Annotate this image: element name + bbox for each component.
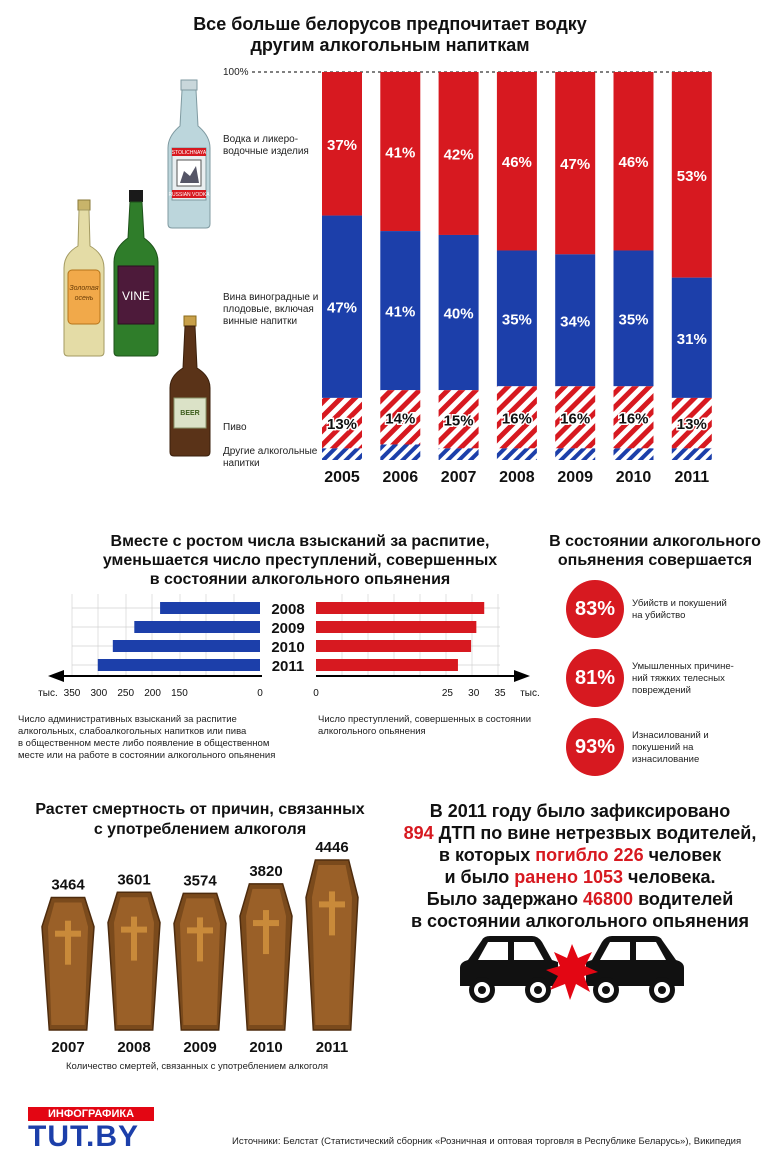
penalty-bar-2010 bbox=[113, 640, 260, 652]
right-tick-30: 30 bbox=[468, 688, 480, 699]
crime-label: Убийств и покушений на убийство bbox=[632, 598, 727, 621]
year-label-2010: 2010 bbox=[271, 639, 305, 656]
coffin-face-2009 bbox=[180, 898, 220, 1025]
value-label-2007-series-2: 15% bbox=[443, 412, 474, 430]
death-value-2007: 3464 bbox=[51, 876, 85, 894]
bar-2009-series-3 bbox=[555, 448, 595, 460]
penalty-bar-2009 bbox=[134, 621, 260, 633]
crime-bar-2009 bbox=[316, 621, 476, 633]
crime-percent-circle: 93% bbox=[566, 718, 624, 776]
death-value-2009: 3574 bbox=[183, 872, 217, 890]
alcohol-share-chart bbox=[0, 0, 776, 500]
value-label-2008-series-1: 35% bbox=[501, 311, 532, 329]
death-year-2008: 2008 bbox=[117, 1039, 151, 1056]
cross-icon-2010 bbox=[263, 910, 269, 954]
left-caption: Число административных взысканий за распитие алкогольных, слабоалкогольных напитков или пива в общественном месте либо появление в общественном месте или на работе в состоянии алкогольного опьянения bbox=[18, 714, 276, 761]
russian-vodka-text: RUSSIAN VODKA bbox=[168, 192, 210, 198]
vine-text: VINE bbox=[121, 289, 151, 303]
logo-top: ИНФОГРАФИКА bbox=[28, 1107, 154, 1121]
value-label-2010-series-2: 16% bbox=[618, 410, 649, 428]
car-left-icon bbox=[460, 936, 558, 1003]
title-crimes: В состоянии алкогольного опьянения совершается bbox=[549, 533, 761, 569]
axis-100-label: 100% bbox=[223, 67, 249, 78]
value-label-2006-series-2: 14% bbox=[385, 410, 416, 428]
title-deaths: Растет смертность от причин, связанных с употреблением алкоголя bbox=[35, 801, 365, 838]
left-tick-300: 300 bbox=[90, 688, 108, 699]
bar-2007-series-3 bbox=[439, 448, 479, 460]
left-tick-350: 350 bbox=[63, 688, 81, 699]
crash-burst-icon bbox=[546, 944, 598, 1000]
bar-2011-series-3 bbox=[672, 448, 712, 460]
crime-bar-2011 bbox=[316, 659, 458, 671]
bar-2006-series-3 bbox=[380, 444, 420, 460]
death-year-2011: 2011 bbox=[315, 1039, 349, 1056]
value-label-2007-series-0: 42% bbox=[443, 146, 474, 164]
value-label-2010-series-0: 46% bbox=[618, 154, 649, 172]
left-arrow-icon bbox=[48, 670, 64, 682]
year-label-2009: 2009 bbox=[271, 620, 305, 637]
right-tick-35: 35 bbox=[494, 688, 506, 699]
value-label-2011-series-2: 13% bbox=[676, 416, 707, 434]
cross-icon-2008 bbox=[131, 917, 137, 961]
value-label-2011-series-1: 31% bbox=[676, 330, 707, 348]
death-year-2010: 2010 bbox=[249, 1039, 283, 1056]
year-label-2011: 2011 bbox=[271, 658, 305, 675]
value-label-2006-series-1: 41% bbox=[385, 303, 416, 321]
legend-wine: Вина виноградные и плодовые, включая винные напитки bbox=[223, 292, 319, 327]
cross-icon-2007 bbox=[65, 921, 71, 965]
coffin-face-2008 bbox=[114, 897, 154, 1025]
value-label-2008-series-2: 16% bbox=[501, 410, 532, 428]
cross-bar-2007 bbox=[55, 931, 81, 937]
car-right-icon bbox=[586, 936, 684, 1003]
penalty-bar-2008 bbox=[160, 602, 260, 614]
year-label-2008: 2008 bbox=[499, 469, 535, 486]
title-vodka: Все больше белорусов предпочитает водку другим алкогольным напиткам bbox=[193, 14, 587, 55]
cross-bar-2011 bbox=[319, 901, 345, 907]
stoli-text: STOLICHNAYA bbox=[171, 150, 207, 156]
left-tick-250: 250 bbox=[117, 688, 135, 699]
sources-text: Источники: Белстат (Статистический сборник «Розничная и оптовая торговля в Республике Беларусь»), Википедия bbox=[232, 1136, 742, 1147]
left-tick-150: 150 bbox=[171, 688, 188, 699]
value-label-2007-series-1: 40% bbox=[443, 305, 474, 323]
legend-other: Другие алкогольные напитки bbox=[223, 446, 318, 469]
legend-vodka: Водка и ликеро- водочные изделия bbox=[223, 134, 309, 157]
dtp-text: В 2011 году было зафиксировано 894 ДТП по вине нетрезвых водителей, в которых погибло 226 человек и было ранено 1053 человека. Было задержано 46800 водителей в состоянии алкогольного опьянения bbox=[403, 801, 757, 931]
value-label-2006-series-0: 41% bbox=[385, 144, 416, 162]
value-label-2005-series-2: 13% bbox=[326, 416, 358, 434]
value-label-2010-series-1: 35% bbox=[618, 311, 649, 329]
death-year-2007: 2007 bbox=[51, 1039, 85, 1056]
cross-bar-2008 bbox=[121, 927, 147, 933]
value-label-2008-series-0: 46% bbox=[501, 154, 532, 172]
value-label-2009-series-2: 16% bbox=[560, 410, 591, 428]
death-value-2010: 3820 bbox=[249, 862, 283, 880]
title-penalties: Вместе с ростом числа взысканий за распитие, уменьшается число преступлений, совершенных в состоянии алкогольного опьянения bbox=[102, 533, 498, 588]
logo bbox=[28, 1107, 154, 1153]
coffin-face-2011 bbox=[312, 865, 352, 1025]
right-tick-25: 25 bbox=[441, 688, 453, 699]
crime-label: Умышленных причине- ний тяжких телесных повреждений bbox=[632, 661, 734, 696]
crime-percent-circle: 81% bbox=[566, 649, 624, 707]
crime-bar-2010 bbox=[316, 640, 471, 652]
year-label-2009: 2009 bbox=[557, 469, 593, 486]
year-label-2011: 2011 bbox=[674, 469, 710, 486]
unit-left: тыс. bbox=[38, 688, 58, 699]
penalty-bar-2011 bbox=[98, 659, 260, 671]
value-label-2009-series-0: 47% bbox=[560, 156, 591, 174]
svg-text:Золотая: Золотая bbox=[69, 285, 99, 292]
crime-percent-circle: 83% bbox=[566, 580, 624, 638]
value-label-2009-series-1: 34% bbox=[560, 313, 591, 331]
year-label-2006: 2006 bbox=[382, 469, 419, 486]
value-label-2011-series-0: 53% bbox=[676, 167, 707, 185]
value-label-2005-series-0: 37% bbox=[326, 136, 358, 154]
cross-icon-2011 bbox=[329, 891, 335, 935]
right-tick-0: 0 bbox=[313, 688, 319, 699]
coffin-face-2010 bbox=[246, 889, 286, 1025]
death-value-2008: 3601 bbox=[117, 871, 151, 889]
cross-bar-2009 bbox=[187, 927, 213, 933]
crime-label: Изнасилований и покушений на изнасилование bbox=[632, 730, 709, 765]
value-label-2005-series-1: 47% bbox=[326, 299, 358, 317]
logo-main: TUT.BY bbox=[28, 1120, 139, 1153]
cross-icon-2009 bbox=[197, 917, 203, 961]
cross-bar-2010 bbox=[253, 920, 279, 926]
right-caption: Число преступлений, совершенных в состоянии алкогольного опьянения bbox=[318, 714, 532, 737]
deaths-chart bbox=[0, 830, 400, 1060]
crime-bar-2008 bbox=[316, 602, 484, 614]
right-arrow-icon bbox=[514, 670, 530, 682]
penalties-crimes-chart bbox=[0, 590, 560, 710]
unit-right: тыс. bbox=[520, 688, 540, 699]
year-label-2010: 2010 bbox=[615, 469, 652, 486]
svg-text:осень: осень bbox=[74, 295, 94, 302]
bar-2005-series-3 bbox=[322, 448, 362, 460]
car-crash-illustration bbox=[452, 930, 692, 1010]
bar-2010-series-3 bbox=[614, 448, 654, 460]
year-label-2005: 2005 bbox=[324, 469, 360, 486]
death-year-2009: 2009 bbox=[183, 1039, 217, 1056]
year-label-2008: 2008 bbox=[271, 601, 305, 618]
bar-2008-series-3 bbox=[497, 448, 537, 460]
legend-beer: Пиво bbox=[223, 422, 247, 433]
left-tick-200: 200 bbox=[144, 688, 161, 699]
deaths-caption: Количество смертей, связанных с употреблением алкоголя bbox=[66, 1061, 329, 1072]
left-tick-0: 0 bbox=[257, 688, 263, 699]
beer-text: BEER bbox=[180, 410, 200, 417]
death-value-2011: 4446 bbox=[315, 839, 349, 856]
year-label-2007: 2007 bbox=[440, 469, 477, 486]
